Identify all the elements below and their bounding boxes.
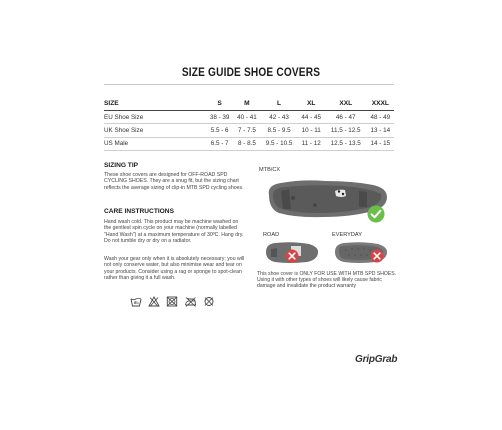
table-cell: 11 - 12	[298, 137, 325, 150]
care-heading: CARE INSTRUCTIONS	[104, 208, 174, 215]
table-cell: 7 - 7.5	[233, 124, 260, 137]
everyday-label: EVERYDAY	[332, 232, 362, 238]
care-text-1: Hand wash cold. This product may be machine washed on the gentlest spin cycle on your machine (normally labelled "Hand Wash") at a maximum temperature of 30ºC. Hang dry. Do not tumble dry or dry on a radiator.	[104, 219, 244, 244]
sizing-tip-text: These shoe covers are designed for OFF-ROAD SPD CYCLING SHOES. They are a snug fit, but the sizing chart reflects the average sizing of clip-in MTB SPD cycling shoes.	[104, 172, 244, 191]
compatibility-note: This shoe cover is ONLY FOR USE WITH MTB SPD SHOES. Using it with other types of shoes will likely cause fabric damage and invalidate the product warranty	[257, 271, 397, 290]
table-row	[104, 137, 394, 150]
table-cell: 6.5 - 7	[206, 137, 233, 150]
no-bleach-icon	[148, 296, 160, 307]
table-cell: 9.5 - 10.5	[261, 137, 298, 150]
header-m: M	[233, 97, 260, 111]
table-cell: 46 - 47	[325, 111, 367, 124]
table-cell: 44 - 45	[298, 111, 325, 124]
size-table-header	[104, 97, 394, 111]
sizing-tip-heading: SIZING TIP	[104, 162, 139, 169]
row-label: US Male	[104, 137, 206, 150]
row-label: UK Shoe Size	[104, 124, 206, 137]
page-title: SIZE GUIDE SHOE COVERS	[181, 67, 321, 79]
table-cell: 12.5 - 13.5	[325, 137, 367, 150]
road-not-allowed-icon	[285, 249, 299, 263]
table-cell: 38 - 39	[206, 111, 233, 124]
mtb-label: MTB/CX	[259, 167, 281, 173]
header-xxxl: XXXL	[367, 97, 394, 111]
table-cell: 14 - 15	[367, 137, 394, 150]
road-label: ROAD	[263, 232, 280, 238]
hand-wash-icon	[130, 296, 142, 307]
header-xl: XL	[298, 97, 325, 111]
no-iron-icon	[184, 296, 197, 307]
row-label: EU Shoe Size	[104, 111, 206, 124]
header-size: SIZE	[104, 97, 206, 111]
table-cell: 48 - 49	[367, 111, 394, 124]
table-cell: 8 - 8.5	[233, 137, 260, 150]
table-cell: 13 - 14	[367, 124, 394, 137]
table-cell: 8.5 - 9.5	[261, 124, 298, 137]
table-cell: 10 - 11	[298, 124, 325, 137]
table-cell: 11.5 - 12.5	[325, 124, 367, 137]
table-row	[104, 124, 394, 137]
table-cell: 40 - 41	[233, 111, 260, 124]
no-dry-clean-icon	[203, 296, 215, 307]
table-cell: 42 - 43	[261, 111, 298, 124]
approved-check-icon	[367, 205, 385, 223]
size-table	[104, 97, 394, 151]
brand-logo: GripGrab	[355, 354, 398, 365]
care-icons	[130, 296, 215, 307]
header-s: S	[206, 97, 233, 111]
no-tumble-dry-icon	[166, 296, 178, 307]
table-cell: 5.5 - 6	[206, 124, 233, 137]
header-l: L	[261, 97, 298, 111]
header-xxl: XXL	[325, 97, 367, 111]
table-row	[104, 111, 394, 124]
care-text-2: Wash your gear only when it is absolutely necessary; you will not only conserve water, but also minimise wear and tear on your products. Consider using a rag or sponge to spot-clean rather than giving it a full wash.	[104, 256, 245, 281]
everyday-not-allowed-icon	[370, 249, 384, 263]
title-divider	[104, 84, 394, 85]
